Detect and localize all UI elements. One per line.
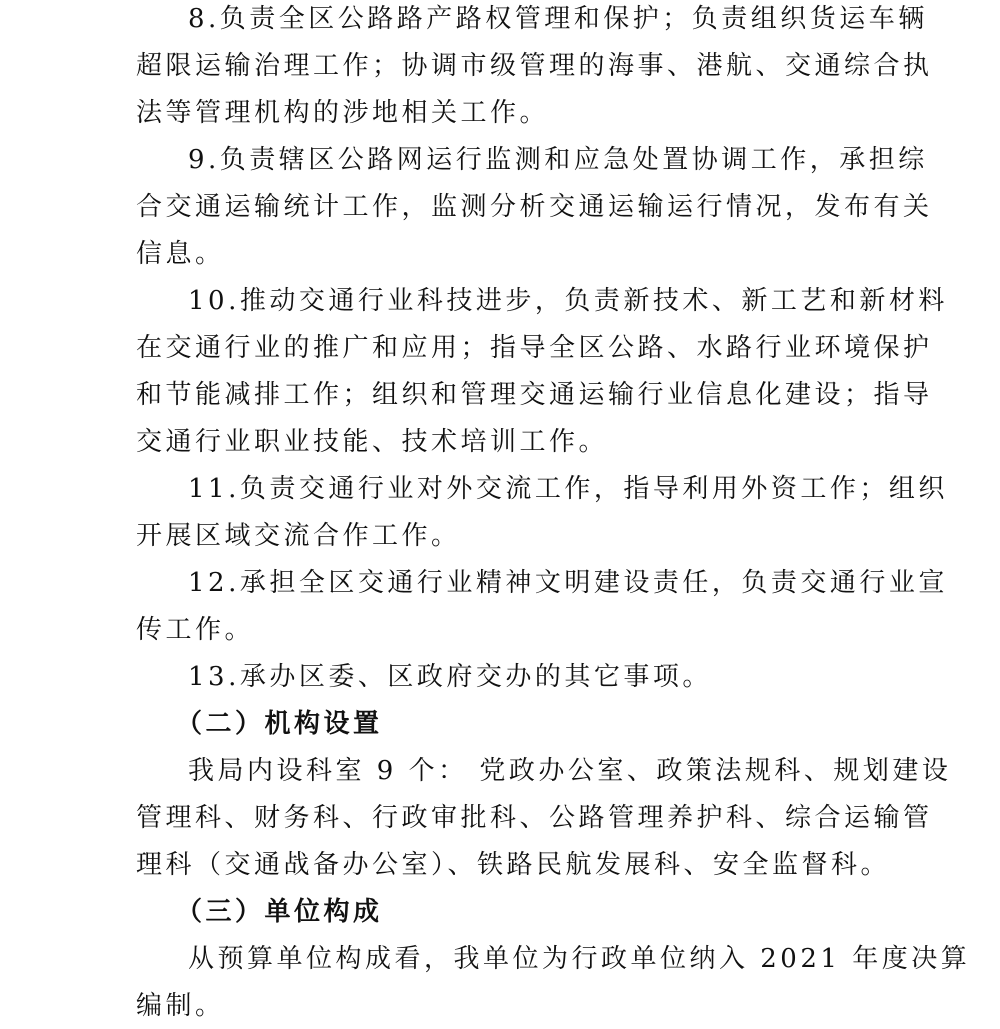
org-setup-line-2: 管理科、财务科、行政审批科、公路管理养护科、综合运输管 <box>136 803 933 833</box>
unit-composition-line-2: 编制。 <box>136 991 225 1021</box>
unit-composition-line-1: 从预算单位构成看，我单位为行政单位纳入 2021 年度决算 <box>188 944 971 974</box>
item-13-line-1: 13.承办区委、区政府交办的其它事项。 <box>188 662 712 692</box>
item-8-line-1: 8.负责全区公路路产路权管理和保护；负责组织货运车辆 <box>188 4 928 34</box>
item-11-line-1: 11.负责交通行业对外交流工作，指导利用外资工作；组织 <box>188 474 948 504</box>
item-12-line-1: 12.承担全区交通行业精神文明建设责任，负责交通行业宣 <box>188 568 948 598</box>
item-9-line-1: 9.负责辖区公路网运行监测和应急处置协调工作，承担综 <box>188 145 928 175</box>
item-9-line-2: 合交通运输统计工作，监测分析交通运输运行情况，发布有关 <box>136 192 933 222</box>
org-setup-line-1: 我局内设科室 9 个： 党政办公室、政策法规科、规划建设 <box>188 756 952 786</box>
item-11-line-2: 开展区域交流合作工作。 <box>136 521 461 551</box>
item-9-line-3: 信息。 <box>136 239 225 269</box>
section-heading-unit-composition: （三）单位构成 <box>176 897 383 927</box>
item-8-line-3: 法等管理机构的涉地相关工作。 <box>136 98 550 128</box>
item-8-line-2: 超限运输治理工作；协调市级管理的海事、港航、交通综合执 <box>136 51 933 81</box>
item-10-line-2: 在交通行业的推广和应用；指导全区公路、水路行业环境保护 <box>136 333 933 363</box>
item-10-line-4: 交通行业职业技能、技术培训工作。 <box>136 427 609 457</box>
org-setup-line-3: 理科（交通战备办公室）、铁路民航发展科、安全监督科。 <box>136 850 891 880</box>
item-12-line-2: 传工作。 <box>136 615 255 645</box>
item-10-line-1: 10.推动交通行业科技进步，负责新技术、新工艺和新材料 <box>188 286 948 316</box>
item-10-line-3: 和节能减排工作；组织和管理交通运输行业信息化建设；指导 <box>136 380 933 410</box>
section-heading-org-setup: （二）机构设置 <box>176 709 383 739</box>
